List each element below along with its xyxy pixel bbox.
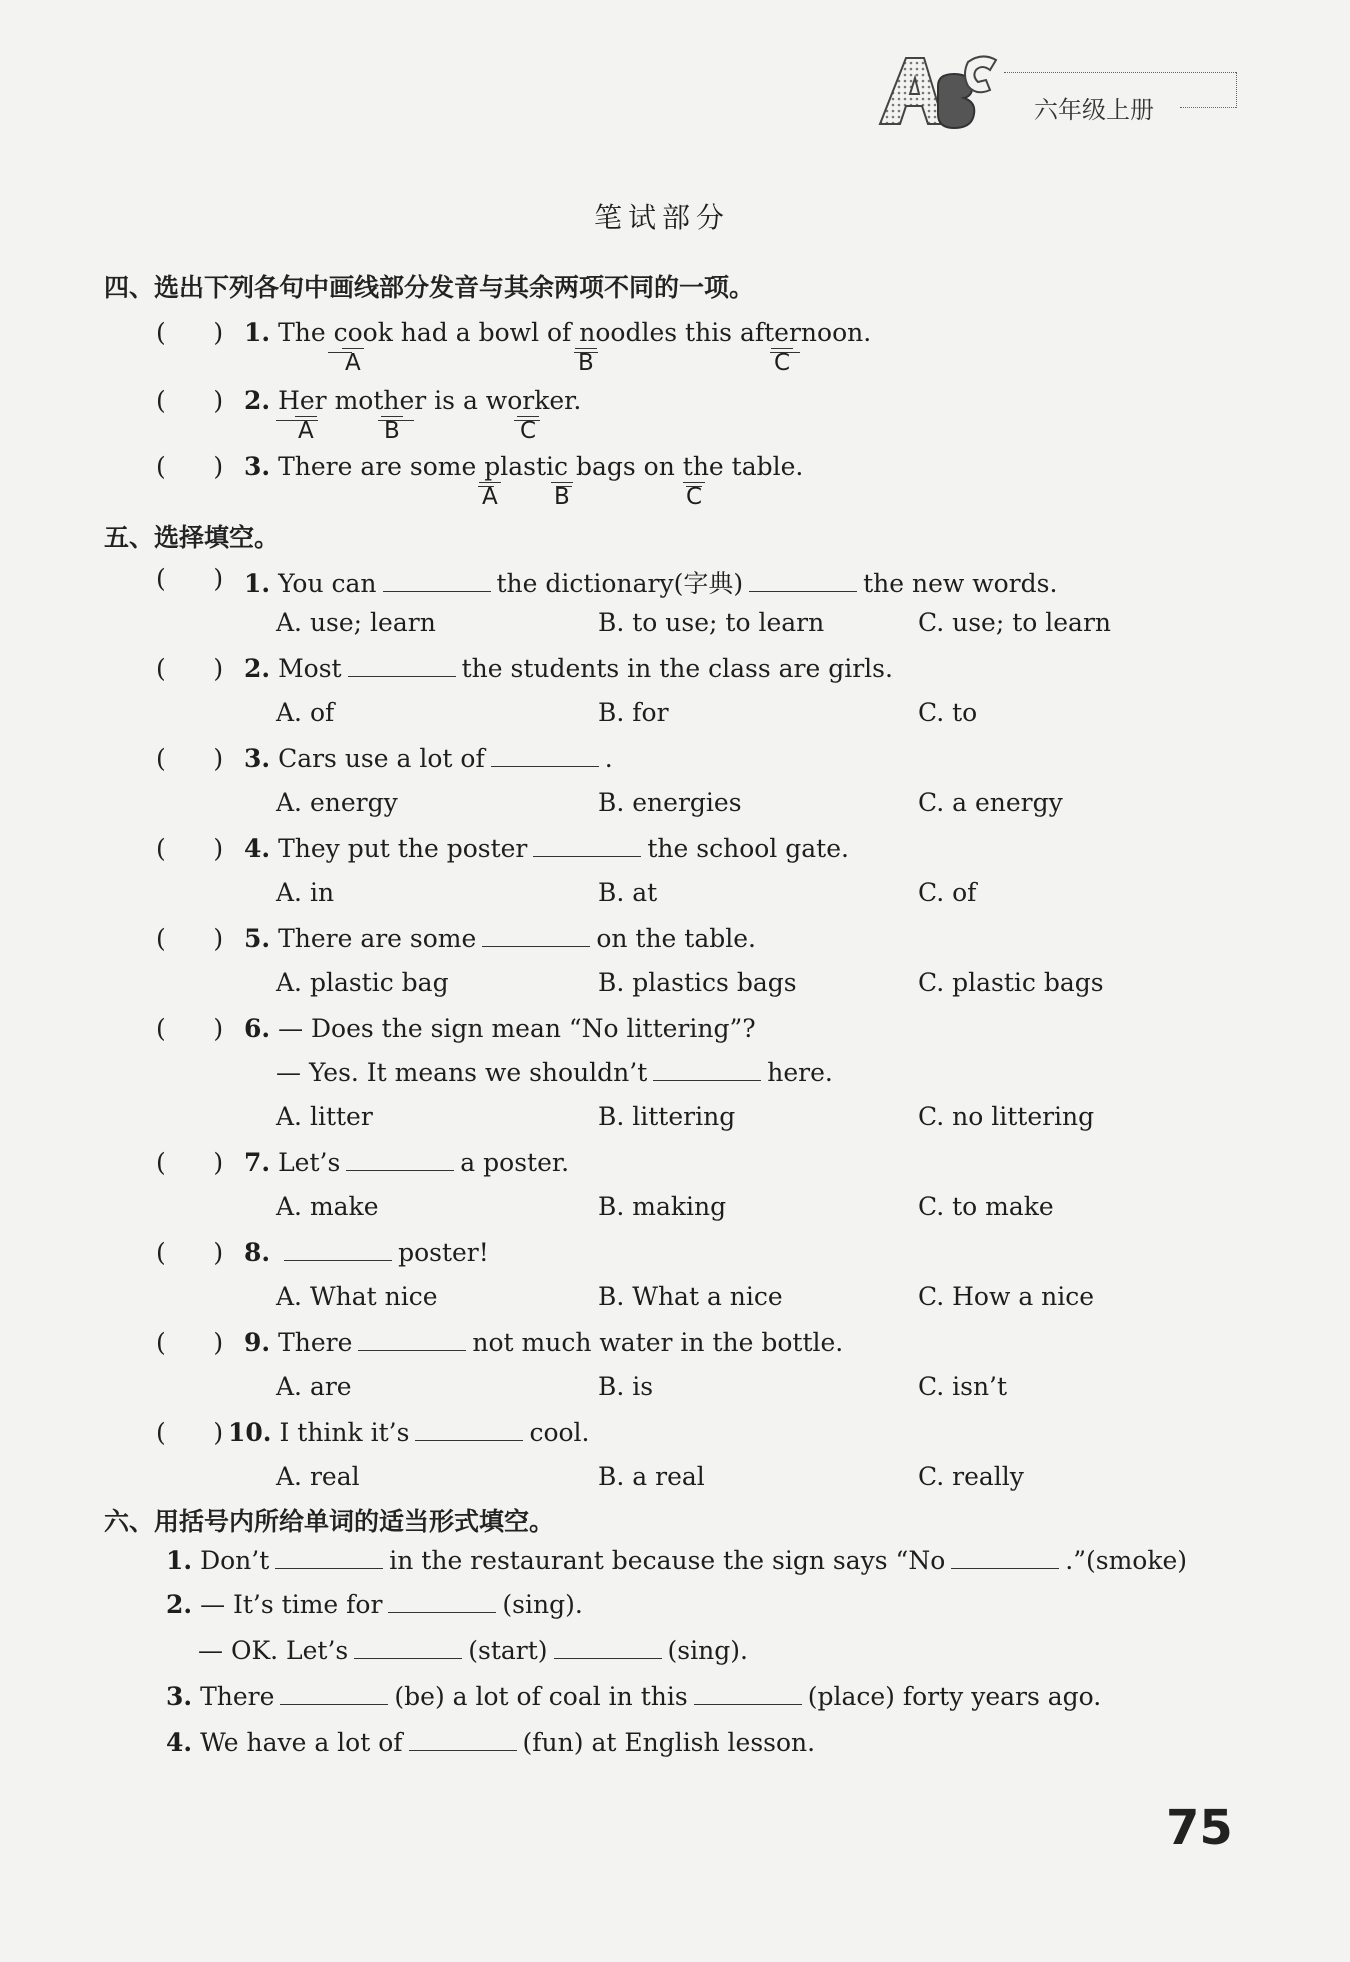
- option-b[interactable]: B. plastics bags: [598, 968, 797, 997]
- answer-paren[interactable]: ( ): [156, 654, 224, 683]
- option-b[interactable]: B. What a nice: [598, 1282, 783, 1311]
- option-a[interactable]: A. use; learn: [276, 608, 436, 637]
- section-6-heading: 六、用括号内所给单词的适当形式填空。: [104, 1507, 555, 1536]
- section-5-heading: 五、选择填空。: [104, 523, 280, 552]
- option-c[interactable]: C. no littering: [918, 1102, 1095, 1131]
- label-b: B: [578, 350, 594, 376]
- answer-paren[interactable]: ( ): [156, 318, 224, 347]
- s5-question-6: 6. — Does the sign mean “No littering”?: [244, 1014, 756, 1043]
- s6-question-2-reply: — OK. Let’s (start) (sing).: [198, 1636, 748, 1665]
- option-a[interactable]: A. plastic bag: [276, 968, 449, 997]
- s5-question-10: 10. I think it’s cool.: [228, 1418, 590, 1447]
- abc-logo-icon: [872, 48, 1012, 134]
- answer-paren[interactable]: ( ): [156, 1418, 224, 1447]
- option-a[interactable]: A. in: [276, 878, 335, 907]
- answer-blank[interactable]: [554, 1638, 662, 1659]
- answer-paren[interactable]: ( ): [156, 386, 224, 415]
- option-c[interactable]: C. a energy: [918, 788, 1063, 817]
- answer-blank[interactable]: [415, 1420, 523, 1441]
- s4-question-1: 1. The cook had a bowl of noodles this afternoon.: [244, 318, 872, 347]
- s5-question-3: 3. Cars use a lot of .: [244, 744, 613, 773]
- answer-blank[interactable]: [694, 1684, 802, 1705]
- answer-blank[interactable]: [491, 746, 599, 767]
- option-b[interactable]: B. at: [598, 878, 658, 907]
- option-b[interactable]: B. is: [598, 1372, 654, 1401]
- option-c[interactable]: C. to make: [918, 1192, 1054, 1221]
- s5-question-6-reply: — Yes. It means we shouldn’t here.: [276, 1058, 833, 1087]
- option-b[interactable]: B. making: [598, 1192, 727, 1221]
- option-a[interactable]: A. litter: [276, 1102, 373, 1131]
- answer-blank[interactable]: [653, 1060, 761, 1081]
- s5-question-8: 8. poster!: [244, 1238, 489, 1267]
- option-b[interactable]: B. littering: [598, 1102, 736, 1131]
- answer-blank[interactable]: [348, 656, 456, 677]
- page-title: 笔试部分: [594, 201, 731, 234]
- option-c[interactable]: C. to: [918, 698, 978, 727]
- label-a: A: [345, 350, 361, 376]
- header-rule-top: [1004, 72, 1236, 73]
- s5-question-9: 9. There not much water in the bottle.: [244, 1328, 844, 1357]
- answer-blank[interactable]: [388, 1592, 496, 1613]
- option-b[interactable]: B. to use; to learn: [598, 608, 825, 637]
- answer-blank[interactable]: [951, 1548, 1059, 1569]
- option-a[interactable]: A. energy: [276, 788, 398, 817]
- answer-blank[interactable]: [280, 1684, 388, 1705]
- answer-blank[interactable]: [354, 1638, 462, 1659]
- answer-blank[interactable]: [749, 571, 857, 592]
- answer-paren[interactable]: ( ): [156, 1014, 224, 1043]
- option-b[interactable]: B. a real: [598, 1462, 705, 1491]
- answer-paren[interactable]: ( ): [156, 1328, 224, 1357]
- page-number: 75: [1166, 1800, 1233, 1856]
- answer-paren[interactable]: ( ): [156, 452, 224, 481]
- grade-label: 六年级上册: [1034, 96, 1154, 124]
- s6-question-1: 1. Don’t in the restaurant because the sign says “No .”(smoke): [166, 1546, 1188, 1575]
- answer-blank[interactable]: [482, 926, 590, 947]
- answer-blank[interactable]: [284, 1240, 392, 1261]
- s6-question-4: 4. We have a lot of (fun) at English lesson.: [166, 1728, 816, 1757]
- option-a[interactable]: A. make: [276, 1192, 379, 1221]
- option-a[interactable]: A. of: [276, 698, 335, 727]
- option-c[interactable]: C. plastic bags: [918, 968, 1104, 997]
- option-a[interactable]: A. What nice: [276, 1282, 438, 1311]
- option-c[interactable]: C. use; to learn: [918, 608, 1112, 637]
- answer-blank[interactable]: [409, 1730, 517, 1751]
- option-b[interactable]: B. energies: [598, 788, 742, 817]
- s5-question-5: 5. There are some on the table.: [244, 924, 756, 953]
- answer-blank[interactable]: [358, 1330, 466, 1351]
- answer-blank[interactable]: [275, 1548, 383, 1569]
- s5-question-7: 7. Let’s a poster.: [244, 1148, 570, 1177]
- label-c: C: [774, 350, 791, 376]
- option-c[interactable]: C. How a nice: [918, 1282, 1095, 1311]
- s6-question-3: 3. There (be) a lot of coal in this (place) forty years ago.: [166, 1682, 1102, 1711]
- answer-paren[interactable]: ( ): [156, 1148, 224, 1177]
- answer-paren[interactable]: ( ): [156, 1238, 224, 1267]
- option-a[interactable]: A. real: [276, 1462, 360, 1491]
- answer-paren[interactable]: ( ): [156, 834, 224, 863]
- answer-paren[interactable]: ( ): [156, 564, 224, 593]
- s5-question-1: 1. You can the dictionary(字典) the new words.: [244, 569, 1058, 598]
- s4-question-2: 2. Her mother is a worker.: [244, 386, 582, 415]
- label-b: B: [384, 418, 400, 444]
- s5-question-2: 2. Most the students in the class are girls.: [244, 654, 893, 683]
- answer-paren[interactable]: ( ): [156, 924, 224, 953]
- option-b[interactable]: B. for: [598, 698, 669, 727]
- answer-paren[interactable]: ( ): [156, 744, 224, 773]
- label-a: A: [298, 418, 314, 444]
- answer-blank[interactable]: [533, 836, 641, 857]
- label-a: A: [482, 484, 498, 510]
- header-rule-side: [1236, 72, 1237, 108]
- section-4-heading: 四、选出下列各句中画线部分发音与其余两项不同的一项。: [104, 273, 755, 302]
- option-c[interactable]: C. isn’t: [918, 1372, 1008, 1401]
- option-a[interactable]: A. are: [276, 1372, 352, 1401]
- label-b: B: [554, 484, 570, 510]
- label-c: C: [686, 484, 703, 510]
- option-c[interactable]: C. really: [918, 1462, 1024, 1491]
- s5-question-4: 4. They put the poster the school gate.: [244, 834, 849, 863]
- answer-blank[interactable]: [383, 571, 491, 592]
- option-c[interactable]: C. of: [918, 878, 977, 907]
- s6-question-2: 2. — It’s time for (sing).: [166, 1590, 583, 1619]
- label-c: C: [520, 418, 537, 444]
- s4-question-3: 3. There are some plastic bags on the table.: [244, 452, 804, 481]
- header-rule-bottom: [1180, 107, 1236, 108]
- answer-blank[interactable]: [346, 1150, 454, 1171]
